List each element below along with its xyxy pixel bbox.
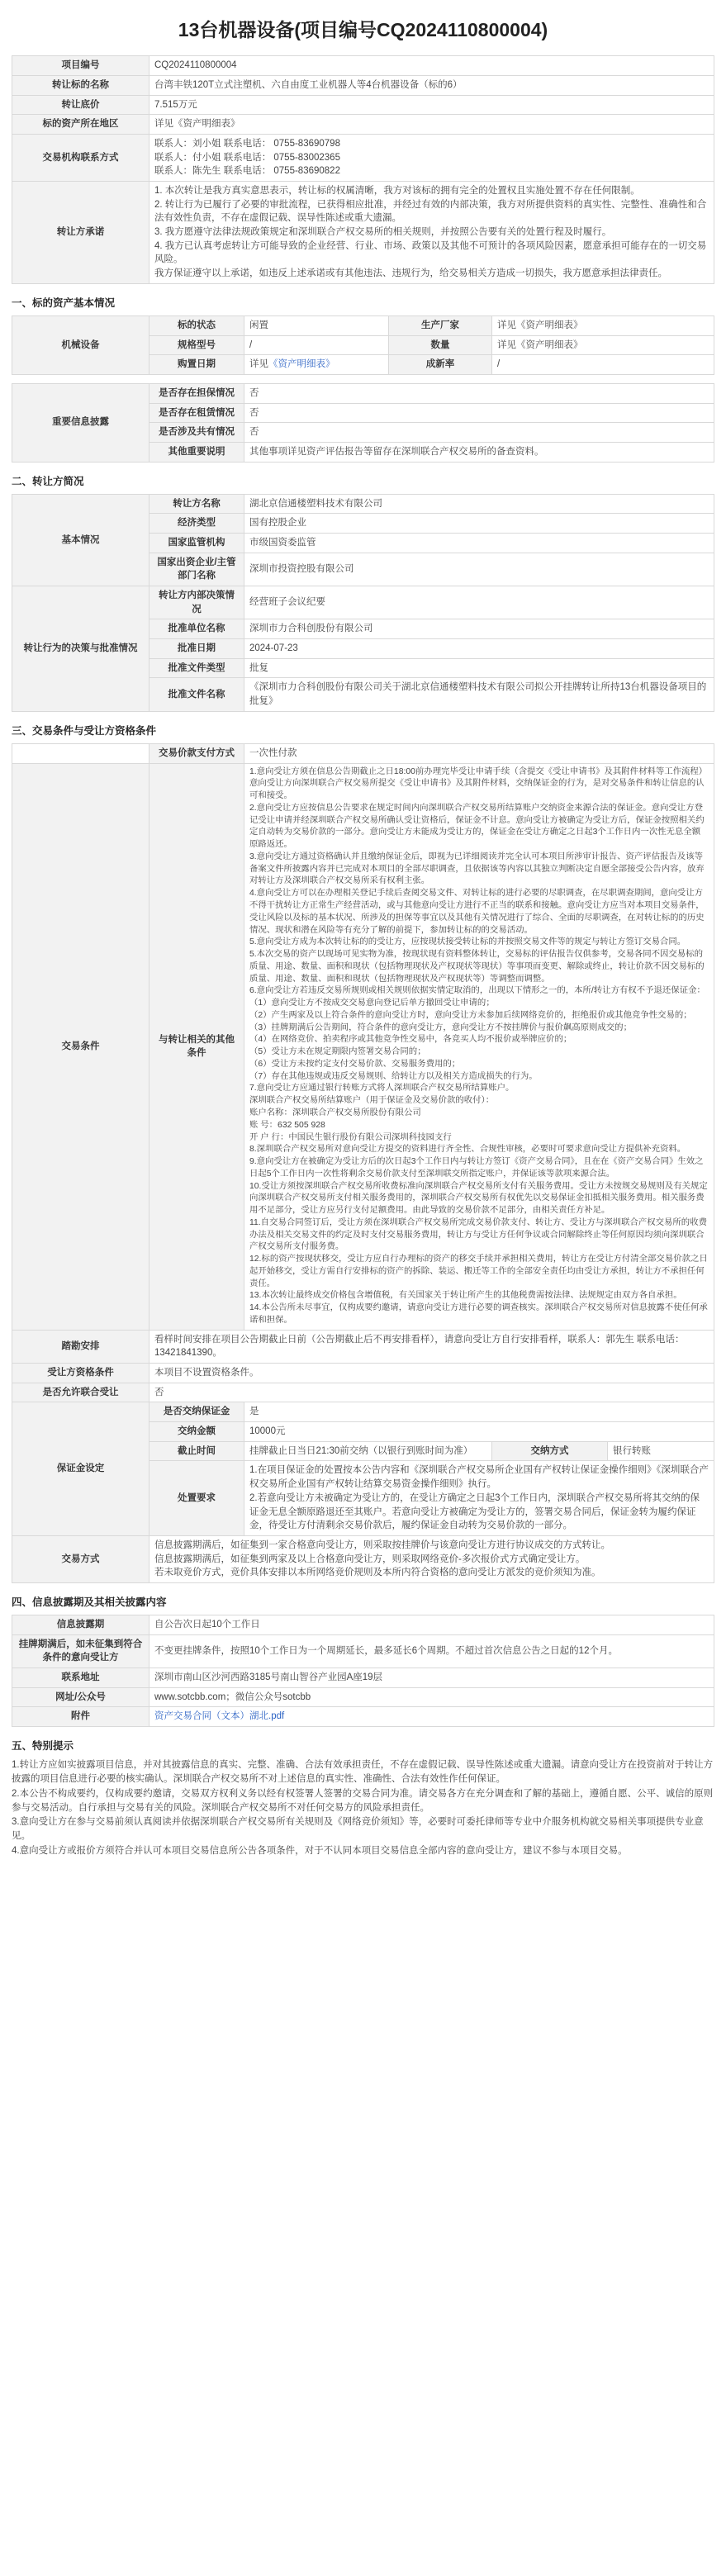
label-website: 网址/公众号 (12, 1687, 149, 1707)
value-asset-name: 台湾丰铁120T立式注塑机、六自由度工业机器人等4台机器设备（标的6） (149, 76, 714, 96)
label-pay-method: 交纳方式 (492, 1441, 608, 1461)
label-conditions-group: 交易条件 (12, 763, 149, 1330)
label-disclosure-period: 信息披露期 (12, 1615, 149, 1634)
label-address: 联系地址 (12, 1668, 149, 1688)
label-status: 标的状态 (149, 315, 244, 335)
value-qualification: 本项目不设置资格条件。 (149, 1364, 714, 1383)
label-deposit-required: 是否交纳保证金 (149, 1402, 244, 1422)
row-reserve-price (12, 95, 714, 115)
label-approver: 批准单位名称 (149, 619, 244, 639)
value-status: 闲置 (244, 315, 389, 335)
value-joint-transfer: 否 (149, 1383, 714, 1402)
label-deposit-group: 保证金设定 (12, 1402, 149, 1535)
value-internal-decision: 经营班子会议纪要 (244, 586, 714, 619)
row-project-no (12, 56, 714, 76)
value-deposit-required: 是 (244, 1402, 714, 1422)
page-title: 13台机器设备(项目编号CQ2024110800004) (178, 19, 548, 40)
label-approval-type: 批准文件类型 (149, 658, 244, 678)
value-commitment: 1. 本次转让是我方真实意思表示，转让标的权属清晰，我方对该标的拥有完全的处置权且实施处置不存在任何限制。 2. 转让行为已履行了必要的审批流程，已获得相应批准，并经过有效的内部决策，我方对所提供资料的真实性、完整性、准确性和合法有效性负责，不存在虚假记载、误导性陈述或重大遗漏。 3. 我方愿遵守法律法规政策规定和深圳联合产权交易所的相关规则，并按照公告要有关的处置行程及时履行。 4. 我方已认真考虑转让方可能导致的企业经营、行业、市场、政策以及其他不可预计的各项风险因素，愿意承担可能存在的一切交易风险。 我方保证遵守以上承诺，如违反上述承诺或有其他违法、违规行为，给交易相关方造成一切损失，我方愿意承担法律责任。 (149, 182, 714, 284)
label-approval-doc: 批准文件名称 (149, 678, 244, 711)
buy-date-prefix: 详见 (249, 359, 268, 370)
trade-table (12, 743, 714, 1583)
row-commitment (12, 182, 714, 284)
value-regulator: 市级国资委监管 (244, 534, 714, 553)
value-approval-date: 2024-07-23 (244, 639, 714, 659)
value-location: 详见《资产明细表》 (149, 115, 714, 135)
value-maker: 详见《资产明细表》 (492, 315, 714, 335)
value-website: www.sotcbb.com；微信公众号sotcbb (149, 1687, 714, 1707)
label-contacts: 交易机构联系方式 (12, 135, 149, 182)
label-transferor-name: 转让方名称 (149, 494, 244, 514)
label-parent-org: 国家出资企业/主管部门名称 (149, 553, 244, 586)
disclosure-table (12, 383, 714, 463)
value-payment: 一次性付款 (244, 743, 714, 763)
label-maker: 生产厂家 (389, 315, 492, 335)
label-reserve-price: 转让底价 (12, 95, 149, 115)
label-shared: 是否涉及共有情况 (149, 423, 244, 443)
label-economic-type: 经济类型 (149, 514, 244, 534)
label-newness: 成新率 (389, 355, 492, 375)
attachment-link[interactable]: 资产交易合同（文本）湖北.pdf (154, 1711, 285, 1722)
label-payment: 交易价款支付方式 (149, 743, 244, 763)
value-spec: / (244, 335, 389, 355)
label-project-no: 项目编号 (12, 56, 149, 76)
value-newness: / (492, 355, 714, 375)
value-lease: 否 (244, 403, 714, 423)
label-approval-date: 批准日期 (149, 639, 244, 659)
value-parent-org: 深圳市投资控股有限公司 (244, 553, 714, 586)
label-other-notes: 其他重要说明 (149, 442, 244, 462)
label-other-conditions: 与转让相关的其他条件 (149, 763, 244, 1330)
value-guarantee: 否 (244, 383, 714, 403)
label-deadline: 截止时间 (149, 1441, 244, 1461)
label-attachment: 附件 (12, 1707, 149, 1727)
label-deposit-amount: 交纳金额 (149, 1422, 244, 1442)
section-heading-asset: 一、标的资产基本情况 (12, 297, 116, 309)
label-disclosure-group: 重要信息披露 (12, 383, 149, 462)
period-table (12, 1615, 714, 1727)
label-guarantee: 是否存在担保情况 (149, 383, 244, 403)
value-reserve-price: 7.515万元 (149, 95, 714, 115)
value-handling: 1.在项目保证金的处置按本公告内容和《深圳联合产权交易所企业国有产权转让保证金操作细则》《深圳联合产权交易所企业国有产权转让结算交易资金操作细则》执行。 2.若意向受让方未被确定为受让方的，在受让方确定之日起3个工作日内，深圳联合产权交易所将其交纳的保证金无息全额原路退还至其账户。若意向受让方被确定为受让方的，签署交易合同后，保证金转为履约保证金，待受让方付清剩余交易价款后，履约保证金自动转为交易价款的一部分。 (244, 1461, 714, 1535)
label-regulator: 国家监管机构 (149, 534, 244, 553)
value-viewing: 看样时间安排在项目公告期截止日前（公告期截止后不再安排看样），请意向受让方自行安排看样，联系人：郭先生 联系电话：13421841390。 (149, 1330, 714, 1363)
label-asset-name: 转让标的名称 (12, 76, 149, 96)
label-machinery-group: 机械设备 (12, 315, 149, 374)
label-qty: 数量 (389, 335, 492, 355)
value-approval-type: 批复 (244, 658, 714, 678)
label-handling: 处置要求 (149, 1461, 244, 1535)
label-spec: 规格型号 (149, 335, 244, 355)
value-buy-date (244, 355, 389, 375)
label-joint-transfer: 是否允许联合受让 (12, 1383, 149, 1402)
value-other-conditions: 1.意向受让方须在信息公告期截止之日18:00前办理完毕受让申请手续（含提交《受让申请书》及其附件材料等工作流程）意向受让方向深圳联合产权交易所提交《受让申请书》及其附件材料，交纳保证金的行为，是对交易条件和转让信息的认可和接受。 2.意向受让方应按信息公告要求在规定时间内向深圳联合产权交易所结算账户交纳资金来源合法的保证金。意向受让方登记受让申请并经深圳联合产权交易所确认受让资格后，保证金不计息。意向受让方被确定为受让方后，保证金按照相关约定自动转为交易价款的一部分。意向受让方未能成为受让方的，保证金在受让方确定之日起3个工作日内一次性无息全额原路返还。 3.意向受让方通过资格确认并且缴纳保证金后，即视为已详细阅读并完全认可本项目所涉审计报告、资产评估报告及该等备案文件所披露内容并已完成对本项目的全部尽职调查，且依据该等内容以其独立判断决定自愿全部接受公告内容，放弃对转让方及深圳联合产权交易所采有权利主张。 4.意向受让方可以在办理相关登记手续后查阅交易文件、对转让标的进行必要的尽职调查，在尽职调查期间，意向受让方不得干扰转让方正常生产经营活动，或与其他意向受让方进行不正当的联系和接触。意向受让方应当对本项目交易条件，受让风险以及标的基本状况、所涉及的担保等事宜以及其他有关情况进行了综合、全面的尽职调查，在对转让标的的历史情况、现状和潜在风险等有充分了解的前提下，参加转让标的的交易活动。 5.意向受让方成为本次转让标的的受让方，应按现状接受转让标的并按照交易文件等的规定与转让方签订交易合同。 5.本次交易的资产以现场可见实物为准，按现状现有资料整体转让，交易标的评估报告仅供参考，交易各同不因交易标的质量、用途、数量、面积和现状（包括物理现状及产权现状等现状）等事项而变更、解除或终止，转让价款不因交易标的质量、用途、数量、面积和现状（包括物理现状及产权现状等）等调整而调整。 6.意向受让方若违反交易所规则或相关规则依据实情定取消的，出现以下情形之一的，本所/转让方有权不予退还保证金： （1）意向受让方不按成交交易意向登记后单方撤回受让申请的； （2）产生两家及以上符合条件的意向受让方时，意向受让方未参加后续网络竞价的，拒绝报价或其他竞争性交易的； （3）挂牌期满后公告期间，符合条件的意向受让方，意向受让方不按挂牌价与报价飙高原则成交的； （4）在网络竞价、拍卖程序或其他竞争性交易中，各竞买人均不报价或举牌应价的； （5）受让方未在规定期限内签署交易合同的； （6）受让方未按约定支付交易价款、交易服务费用的； （7）存在其他违规或违反交易规则、给转让方以及相关方造成损失的行为。 7.意向受让方应通过银行转账方式将人深圳联合产权交易所结算账户。 深圳联合产权交易所结算账户（用于保证金及交易价款的收付）： 账户名称：深圳联合产权交易所股份有限公司 账 号：632 505 928 开 户 行：中国民生银行股份有限公司深圳科技园支行 8.深圳联合产权交易所对意向受让方提交的资料进行齐全性、合规性审核，必要时可要求意向受让方提供补充资料。 9.意向受让方在被确定为受让方后的次日起3个工作日内与转让方签订《资产交易合同》，且在在《资产交易合同》生效之日起5个工作日内一次性将剩余交易价款支付至深圳联交所指定账户，并保证该等款项来源合法。 10.受让方须按深圳联合产权交易所收费标准向深圳联合产权交易所支付有关服务费用。受让方未按规交易规则及有关规定向深圳联合产权交易所支付相关服务费用的，深圳联合产权交易所有权优先以交易保证金扣抵相关服务费用。相关服务费用不足部分，受让方应另行支付足额费用。由此导致的交易价款不足部分，由相关责任方补足。 11.自交易合同签订后，受让方须在深圳联合产权交易所完成交易价款支付、转让方、受让方与深圳联合产权交易所的收费办法及相关交易文件的约定及时支付交易服务费用，转让方与受让方任何争议或合同解除终止等任何原因均须向深圳联合产权交易所支付服务费。 12.标的资产按现状移交，受让方应自行办理标的资产的移交手续并承担相关费用，转让方在受让方付清全部交易价款之日起开始移交，受让方需自行安排标的资产的拆除、装运、搬迁等工作的全部安全责任均由受让方承担，转让方不承担任何责任。 13.本次转让最终成交价格包含增值税，有关国家关于转让所产生的其他税费需按法律、法规规定由双方各自承担。 14.本公告所未尽事宜，仅构成要约邀请，请意向受让方进行必要的调查核实。深圳联合产权交易所对信息披露不使任何承诺和担保。 (244, 763, 714, 1330)
row-contacts (12, 135, 714, 182)
row-location (12, 115, 714, 135)
value-address: 深圳市南山区沙河西路3185号南山智谷产业园A座19层 (149, 1668, 714, 1688)
section-heading-period: 四、信息披露期及其相关披露内容 (12, 1596, 167, 1608)
transferor-table (12, 494, 714, 712)
value-qty: 详见《资产明细表》 (492, 335, 714, 355)
section-heading-trade: 三、交易条件与受让方资格条件 (12, 724, 157, 737)
section-heading-transferor: 二、转让方简况 (12, 475, 84, 487)
label-qualification: 受让方资格条件 (12, 1364, 149, 1383)
row-asset-name (12, 76, 714, 96)
value-contacts: 联系人：刘小姐 联系电话： 0755-83690798 联系人：付小姐 联系电话： 0755-83002365 联系人：陈先生 联系电话： 0755-83690822 (149, 135, 714, 182)
label-buy-date: 购置日期 (149, 355, 244, 375)
value-approval-doc: 《深圳市力合科创股份有限公司关于湖北京信通楼塑料技术有限公司拟公开挂牌转让所持13台机器设备项目的批复》 (244, 678, 714, 711)
value-approver: 深圳市力合科创股份有限公司 (244, 619, 714, 639)
label-trade-mode: 交易方式 (12, 1535, 149, 1582)
label-location: 标的资产所在地区 (12, 115, 149, 135)
special-notes: 1.转让方应如实披露项目信息，并对其披露信息的真实、完整、准确、合法有效承担责任，不存在虚假记载、误导性陈述或重大遗漏。请意向受让方在投资前对于转让方披露的项目信息进行必要的核实确认。深圳联合产权交易所不对上述信息的真实性、准确性、合法有效性作任何保证。 2.本公告不构成要约，仅构成要约邀请，交易双方权利义务以经有权签署人签署的交易合同为准。请交易各方在充分调查和了解的基础上，遵循自愿、公平、诚信的原则参与交易活动。自行承担与交易有关的风险。深圳联合产权交易所不对任何交易方的风险承担责任。 3.意向受让方在参与交易前须认真阅读并依据深圳联合产权交易所有关规则及《网络竞价须知》等，必要时可委托律师等专业中介服务机构就交易相关事项提供专业意见。 4.意向受让方或报价方须符合并认可本项目交易信息所公告各项条件，对于不认同本项目交易信息全部内容的意向受让方，建议不参与本项目交易。 (12, 1760, 714, 1856)
value-extension: 不变更挂牌条件，按照10个工作日为一个周期延长，最多延长6个周期。不超过首次信息公告之日起的12个月。 (149, 1634, 714, 1668)
value-deadline: 挂牌截止日当日21:30前交纳（以银行到账时间为准） (244, 1441, 492, 1461)
label-decision-group: 转让行为的决策与批准情况 (12, 586, 149, 712)
label-extension: 挂牌期满后，如未征集到符合条件的意向受让方 (12, 1634, 149, 1668)
basic-info-table (12, 55, 714, 283)
value-deposit-amount: 10000元 (244, 1422, 714, 1442)
value-economic-type: 国有控股企业 (244, 514, 714, 534)
value-other-notes: 其他事项详见资产评估报告等留存在深圳联合产权交易所的备查资料。 (244, 442, 714, 462)
value-trade-mode: 信息披露期满后，如征集到一家合格意向受让方，则采取按挂牌价与该意向受让方进行协议成交的方式转让。 信息披露期满后，如征集到两家及以上合格意向受让方，则采取网络竞价-多次报价式方式确定受让方。 若未取竞价方式，竞价具体安排以本所网络竞价规则及本所内符合资格的意向受让方派发的竞价须知为准。 (149, 1535, 714, 1582)
label-basic-group: 基本情况 (12, 494, 149, 586)
label-viewing: 踏勘安排 (12, 1330, 149, 1363)
value-transferor-name: 湖北京信通楼塑料技术有限公司 (244, 494, 714, 514)
value-project-no: CQ2024110800004 (149, 56, 714, 76)
section-heading-notes: 五、特别提示 (12, 1740, 74, 1753)
label-internal-decision: 转让方内部决策情况 (149, 586, 244, 619)
label-lease: 是否存在租赁情况 (149, 403, 244, 423)
value-disclosure-period: 自公告次日起10个工作日 (149, 1615, 714, 1634)
machinery-table (12, 315, 714, 375)
value-pay-method: 银行转账 (608, 1441, 714, 1461)
label-commitment: 转让方承诺 (12, 182, 149, 284)
value-shared: 否 (244, 423, 714, 443)
asset-list-link[interactable]: 《资产明细表》 (268, 359, 335, 370)
